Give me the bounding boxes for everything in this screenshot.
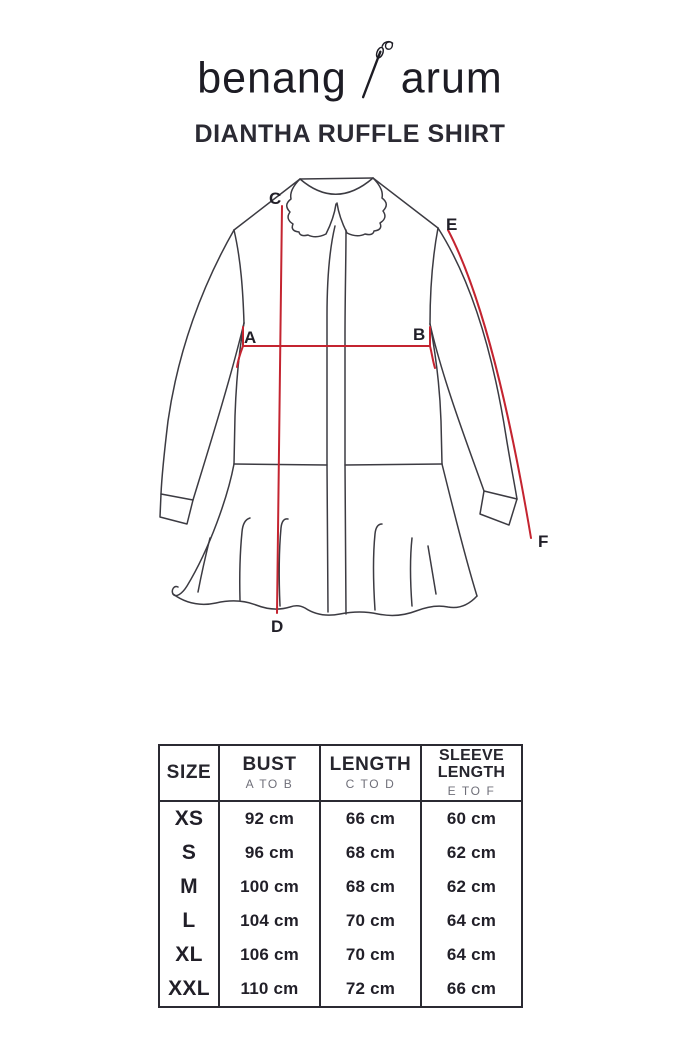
table-row-m [159,870,522,904]
size-cell: M [180,875,198,898]
bust-cell: 100 cm [219,870,320,904]
sleeve-cell: 64 cm [421,938,522,972]
sleeve-cell: 66 cm [421,972,522,1007]
page-title: DIANTHA RUFFLE SHIRT [194,120,506,148]
table-row-l [159,904,522,938]
length-cell: 70 cm [320,904,421,938]
col-header-sleeve-length: SLEEVE LENGTH E TO F [421,745,522,801]
length-cell: 68 cm [320,836,421,870]
waist-seam [234,464,442,465]
length-cell: 70 cm [320,938,421,972]
length-cell: 72 cm [320,972,421,1007]
bust-cell: 106 cm [219,938,320,972]
armhole-right [430,228,438,324]
sleeve-cell: 64 cm [421,904,522,938]
brand-logo [0,24,700,103]
sleeve-cell: 60 cm [421,801,522,836]
table-row-xxl [159,972,522,1007]
bust-cell: 96 cm [219,836,320,870]
size-cell: XL [175,943,203,966]
brand-word-benang: benang [197,53,347,103]
needle-icon [354,36,394,102]
sleeve-right [430,228,517,525]
measurement-lines [237,206,531,613]
size-cell: XXL [168,977,210,1000]
table-row-xl [159,938,522,972]
col-header-size: SIZE [159,745,219,801]
ruffle-hem [172,464,477,615]
label-a: A [244,328,257,347]
table-row-s [159,836,522,870]
table-row-xs [159,801,522,836]
sleeve-left [160,230,244,524]
bust-cell: 104 cm [219,904,320,938]
armhole-left [234,230,244,323]
sleeve-cell: 62 cm [421,870,522,904]
brand-word-arum: arum [400,53,503,103]
header-row [159,745,522,801]
side-seam-right [430,324,442,464]
label-d: D [271,617,284,636]
col-header-bust: BUST A TO B [219,745,320,801]
size-cell: S [181,841,197,864]
sleeve-cell: 62 cm [421,836,522,870]
label-e: E [446,215,458,234]
collar-outline [287,178,387,237]
size-chart [158,744,523,1008]
length-cell: 66 cm [320,801,421,836]
length-cell: 68 cm [320,870,421,904]
label-f: F [538,532,549,551]
bust-cell: 92 cm [219,801,320,836]
label-b: B [413,325,426,344]
bust-cell: 110 cm [219,972,320,1007]
size-cell: L [182,909,196,932]
size-chart-table [158,744,523,1008]
size-cell: XS [174,807,204,830]
label-c: C [269,189,282,208]
shirt-measurement-diagram [140,166,560,651]
col-header-length: LENGTH C TO D [320,745,421,801]
button-placket [327,226,346,614]
